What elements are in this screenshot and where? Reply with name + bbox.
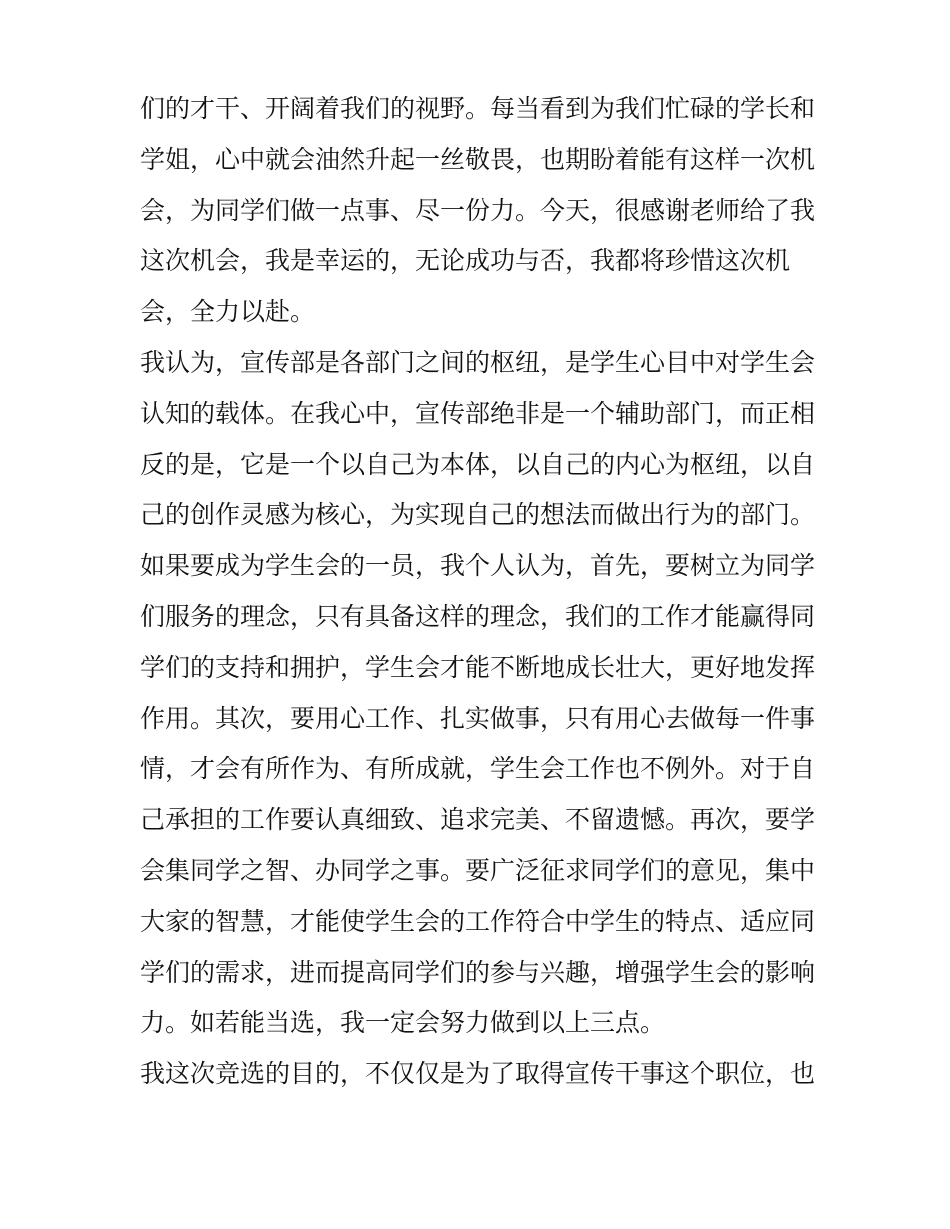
text-line-20: 我这次竞选的目的，不仅仅是为了取得宣传干事这个职位，也 [140,1059,816,1089]
text-line-2: 学姐，心中就会油然升起一丝敬畏，也期盼着能有这样一次机 [140,144,816,174]
text-line-5: 会，全力以赴。 [140,297,316,327]
body-text [140,84,815,1100]
text-line-9: 己的创作灵感为核心，为实现自己的想法而做出行为的部门。 [140,500,816,530]
text-line-6: 我认为，宣传部是各部门之间的枢纽，是学生心目中对学生会 [140,347,816,377]
text-line-17: 大家的智慧，才能使学生会的工作符合中学生的特点、适应同 [140,906,816,936]
text-line-19: 力。如若能当选，我一定会努力做到以上三点。 [140,1008,666,1038]
text-line-10: 如果要成为学生会的一员，我个人认为，首先，要树立为同学 [140,551,816,581]
text-line-15: 己承担的工作要认真细致、追求完美、不留遗憾。再次，要学 [140,805,816,835]
text-line-12: 学们的支持和拥护，学生会才能不断地成长壮大，更好地发挥 [140,652,816,682]
text-line-13: 作用。其次，要用心工作、扎实做事，只有用心去做每一件事 [140,703,816,733]
text-line-8: 反的是，它是一个以自己为本体，以自己的内心为枢纽，以自 [140,449,816,479]
text-line-1: 们的才干、开阔着我们的视野。每当看到为我们忙碌的学长和 [140,94,816,123]
text-line-14: 情，才会有所作为、有所成就，学生会工作也不例外。对于自 [140,754,816,784]
text-line-18: 学们的需求，进而提高同学们的参与兴趣，增强学生会的影响 [140,957,816,987]
text-line-4: 这次机会，我是幸运的，无论成功与否，我都将珍惜这次机 [140,246,791,276]
text-line-7: 认知的载体。在我心中，宣传部绝非是一个辅助部门，而正相 [140,398,816,428]
text-line-16: 会集同学之智、办同学之事。要广泛征求同学们的意见，集中 [140,855,816,885]
text-line-3: 会，为同学们做一点事、尽一份力。今天，很感谢老师给了我 [140,195,816,225]
text-line-11: 们服务的理念，只有具备这样的理念，我们的工作才能赢得同 [140,601,816,631]
